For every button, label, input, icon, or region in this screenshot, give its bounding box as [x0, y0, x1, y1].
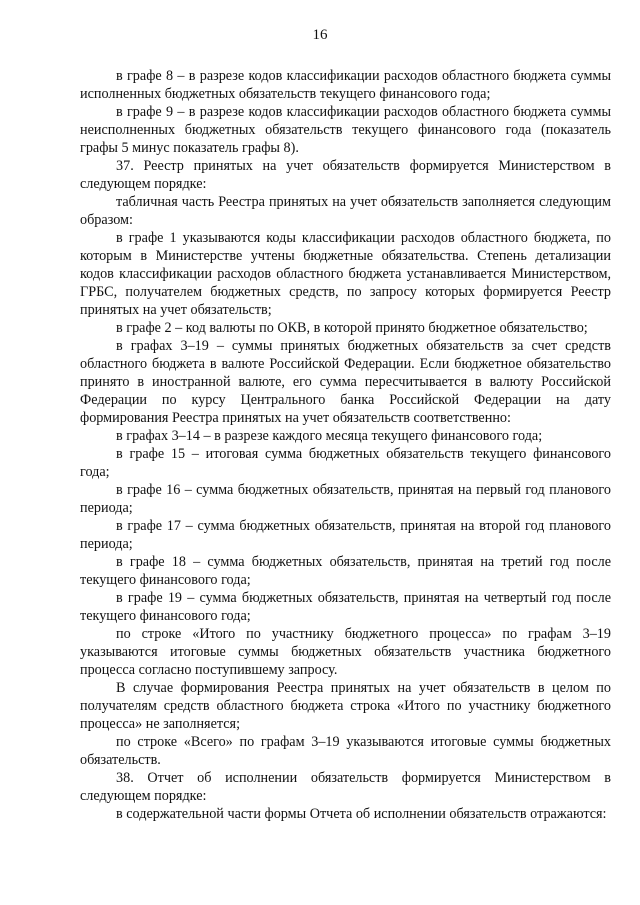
paragraph: в графе 16 – сумма бюджетных обязательств, принятая на первый год планового периода; — [80, 482, 611, 516]
paragraph: по строке «Всего» по графам 3–19 указываются итоговые суммы бюджетных обязательств. — [80, 734, 611, 768]
paragraph: в графе 1 указываются коды классификации расходов областного бюджета, по которым в Министерстве учтены бюджетные обязательства. Степень детализации кодов классификации расходов областного бюджета устанавливается Министерством, ГРБС, получателем бюджетных средств, по запросу которых формируется Реестр принятых на учет обязательств; — [80, 230, 611, 318]
paragraph: в графе 19 – сумма бюджетных обязательств, принятая на четвертый год после текущего финансового года; — [80, 590, 611, 624]
paragraph: 38. Отчет об исполнении обязательств формируется Министерством в следующем порядке: — [80, 770, 611, 804]
paragraph: в графах 3–19 – суммы принятых бюджетных обязательств за счет средств областного бюджета в валюте Российской Федерации. Если бюджетное обязательство принято в иностранной валюте, его сумма пересчитывается в валюту Российской Федерации по курсу Центрального банка Российской Федерации на дату формирования Реестра принятых на учет обязательств соответственно: — [80, 338, 611, 426]
paragraph: 37. Реестр принятых на учет обязательств формируется Министерством в следующем порядке: — [80, 158, 611, 192]
paragraph: в содержательной части формы Отчета об исполнении обязательств отражаются: — [116, 806, 607, 822]
document-body — [80, 67, 611, 823]
paragraph: по строке «Итого по участнику бюджетного процесса» по графам 3–19 указываются итоговые суммы бюджетных обязательств участника бюджетного процесса согласно поступившему запросу. — [80, 626, 611, 678]
paragraph: В случае формирования Реестра принятых на учет обязательств в целом по получателям средств областного бюджета строка «Итого по участнику бюджетного процесса» не заполняется; — [80, 680, 611, 732]
paragraph: в графе 8 – в разрезе кодов классификации расходов областного бюджета суммы исполненных бюджетных обязательств текущего финансового года; — [80, 68, 611, 102]
paragraph: в графе 9 – в разрезе кодов классификации расходов областного бюджета суммы неисполненных бюджетных обязательств текущего финансового года (показатель графы 5 минус показатель графы 8). — [80, 104, 611, 156]
paragraph: в графе 17 – сумма бюджетных обязательств, принятая на второй год планового периода; — [80, 518, 611, 552]
paragraph: в графе 18 – сумма бюджетных обязательств, принятая на третий год после текущего финансового года; — [80, 554, 611, 588]
paragraph: в графах 3–14 – в разрезе каждого месяца текущего финансового года; — [116, 428, 543, 444]
paragraph: в графе 2 – код валюты по ОКВ, в которой принято бюджетное обязательство; — [116, 320, 588, 336]
paragraph: табличная часть Реестра принятых на учет обязательств заполняется следующим образом: — [80, 194, 611, 228]
page-number: 16 — [312, 27, 328, 43]
paragraph: в графе 15 – итоговая сумма бюджетных обязательств текущего финансового года; — [80, 446, 611, 480]
